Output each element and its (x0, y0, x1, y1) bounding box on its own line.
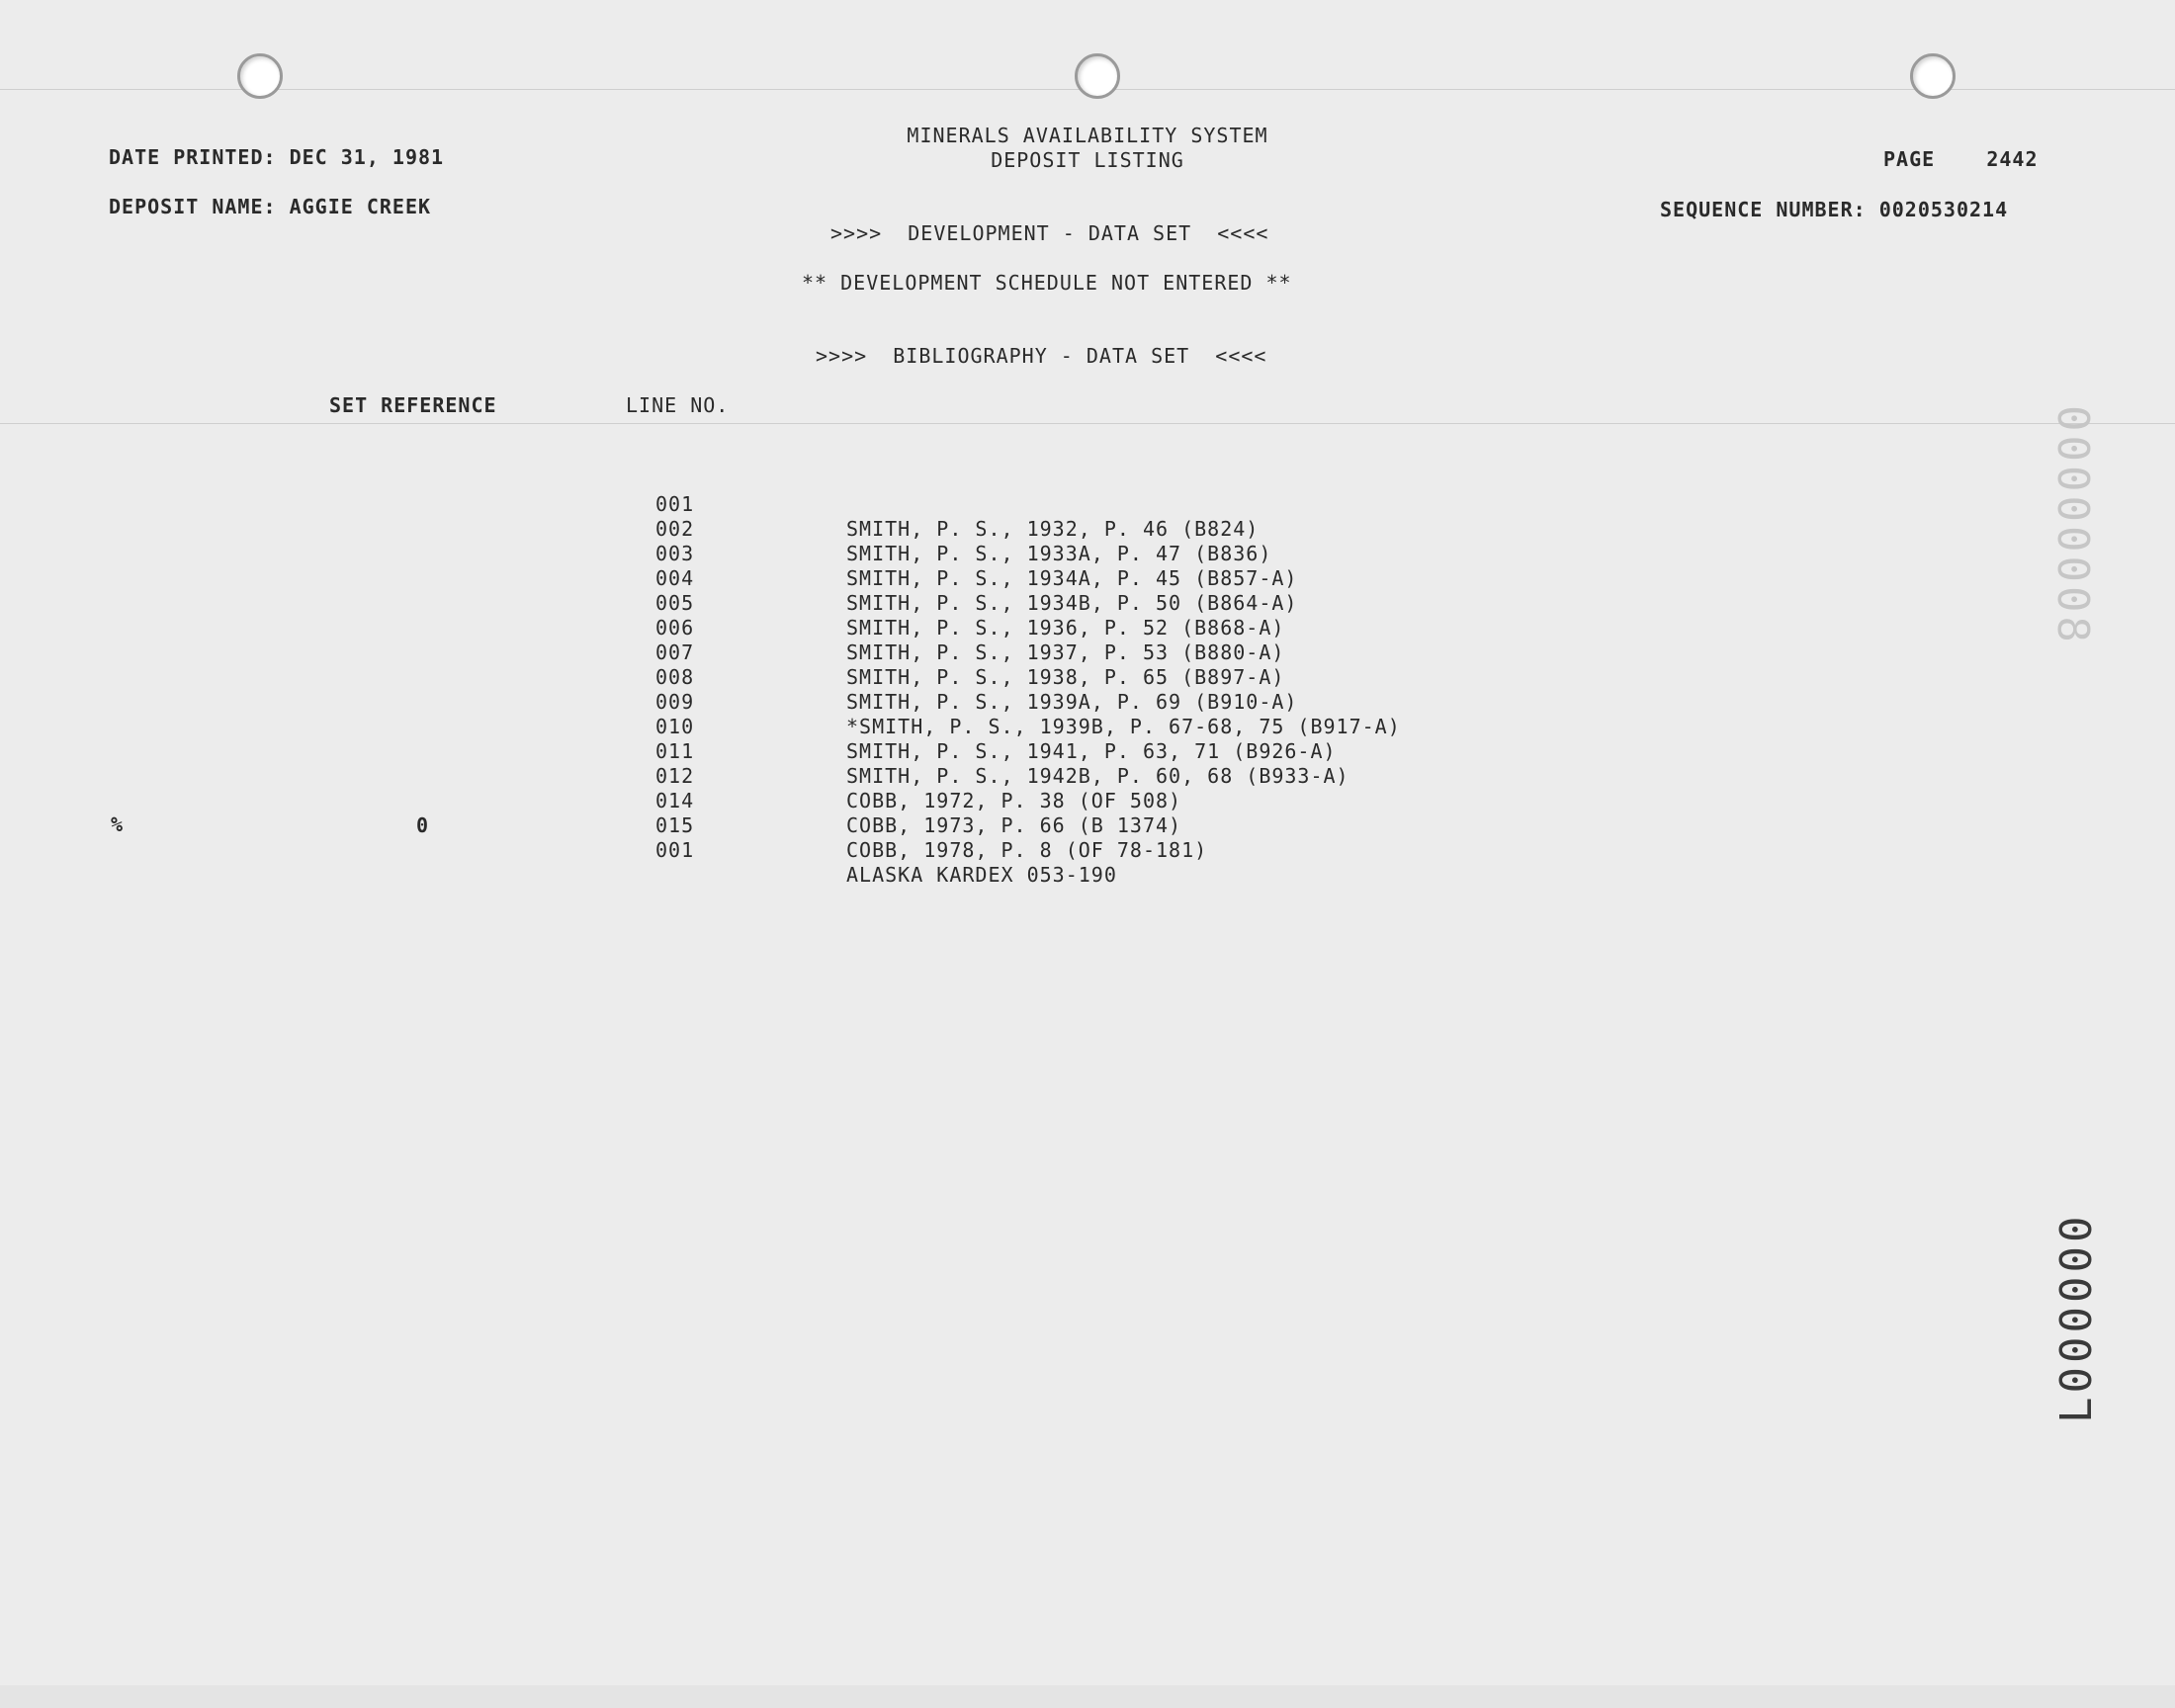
development-note: ** DEVELOPMENT SCHEDULE NOT ENTERED ** (802, 271, 1292, 295)
line-no-cell: 007 (655, 640, 695, 664)
punch-hole-center (1075, 53, 1120, 99)
development-heading: >>>> DEVELOPMENT - DATA SET <<<< (830, 221, 1269, 245)
punch-hole-left (237, 53, 283, 99)
reference-cell: SMITH, P. S., 1932, P. 46 (B824) (846, 517, 1260, 541)
line-no-cell: 004 (655, 566, 695, 590)
column-header-set-reference: SET REFERENCE (329, 393, 497, 417)
reference-cell: SMITH, P. S., 1936, P. 52 (B868-A) (846, 616, 1285, 640)
line-no-cell: 015 (655, 813, 695, 837)
bibliography-table (0, 443, 1401, 887)
line-no-cell: 008 (655, 665, 695, 689)
reference-cell: SMITH, P. S., 1937, P. 53 (B880-A) (846, 640, 1285, 664)
reference-cell: SMITH, P. S., 1938, P. 65 (B897-A) (846, 665, 1285, 689)
microfilm-frame-stamp: L000000 (2051, 1212, 2102, 1423)
reference-cell: SMITH, P. S., 1934B, P. 50 (B864-A) (846, 591, 1298, 615)
reference-cell: SMITH, P. S., 1942B, P. 60, 68 (B933-A) (846, 764, 1349, 788)
line-no-cell: 001 (655, 492, 695, 516)
line-no-cell: 014 (655, 789, 695, 812)
line-no-cell: 003 (655, 542, 695, 565)
listing-title: DEPOSIT LISTING (991, 148, 1184, 172)
system-title: MINERALS AVAILABILITY SYSTEM (907, 124, 1268, 147)
line-no-cell: 001 (655, 838, 695, 862)
reference-cell: *SMITH, P. S., 1939B, P. 67-68, 75 (B917-A) (846, 715, 1401, 738)
line-no-cell: 012 (655, 764, 695, 788)
microfilm-frame-stamp-faint: 00000008 (2047, 405, 2098, 646)
line-no-cell: 009 (655, 690, 695, 714)
page-number: PAGE 2442 (1883, 147, 2039, 171)
reference-cell: SMITH, P. S., 1941, P. 63, 71 (B926-A) (846, 739, 1337, 763)
line-no-cell: 006 (655, 616, 695, 640)
reference-cell: COBB, 1978, P. 8 (OF 78-181) (846, 838, 1208, 862)
punch-hole-right (1910, 53, 1956, 99)
line-no-cell: 002 (655, 517, 695, 541)
reference-cell: COBB, 1973, P. 66 (B 1374) (846, 813, 1182, 837)
reference-cell: SMITH, P. S., 1933A, P. 47 (B836) (846, 542, 1272, 565)
bibliography-heading: >>>> BIBLIOGRAPHY - DATA SET <<<< (816, 344, 1267, 368)
reference-cell: SMITH, P. S., 1939A, P. 69 (B910-A) (846, 690, 1298, 714)
reference-cell: ALASKA KARDEX 053-190 (846, 863, 1117, 887)
reference-cell: COBB, 1972, P. 38 (OF 508) (846, 789, 1182, 812)
reference-cell: SMITH, P. S., 1934A, P. 45 (B857-A) (846, 566, 1298, 590)
deposit-name: DEPOSIT NAME: AGGIE CREEK (109, 195, 432, 218)
column-header-line-no: LINE NO. (626, 393, 730, 417)
fold-line-middle (0, 423, 2175, 424)
date-printed: DATE PRINTED: DEC 31, 1981 (109, 145, 445, 169)
end-of-record-mark: % (111, 812, 125, 836)
line-no-cell: 010 (655, 715, 695, 738)
line-no-cell: 005 (655, 591, 695, 615)
line-no-cell: 011 (655, 739, 695, 763)
set-reference-cell: 0 (416, 813, 430, 837)
sequence-number: SEQUENCE NUMBER: 0020530214 (1660, 198, 2009, 221)
